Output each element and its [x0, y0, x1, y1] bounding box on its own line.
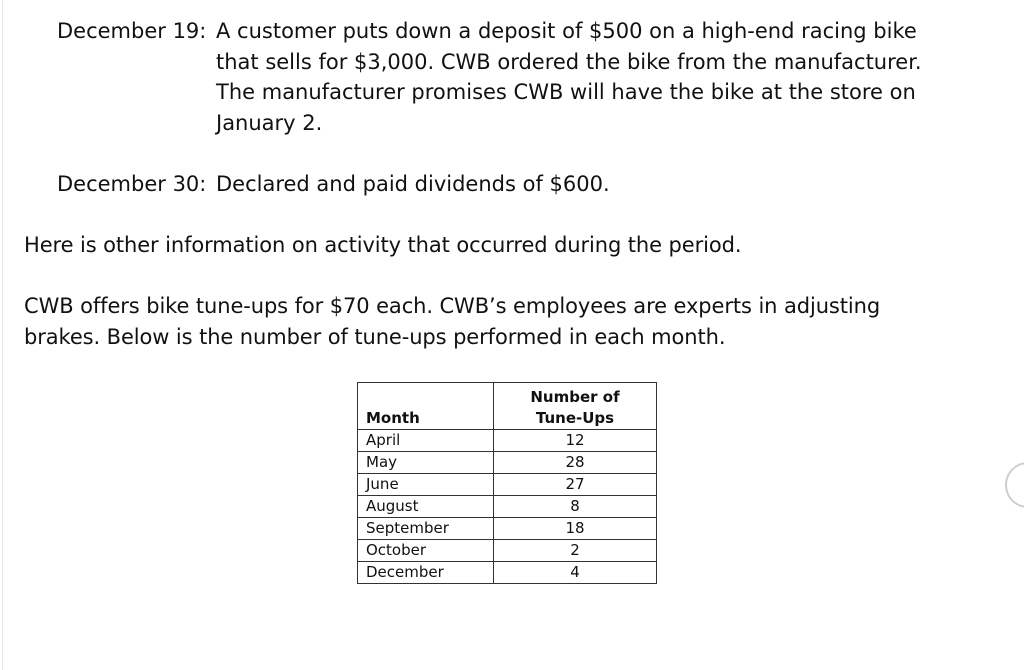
table-row: [358, 540, 657, 562]
cell-month: April: [358, 430, 494, 452]
paragraph-line: brakes. Below is the number of tune-ups performed in each month.: [24, 324, 726, 349]
paragraph-line: CWB offers bike tune-ups for $70 each. CWB’s employees are experts in adjusting: [24, 294, 881, 318]
entry-text-dec-30: [216, 169, 610, 200]
cell-month: June: [358, 474, 494, 496]
left-margin-rule: [2, 0, 3, 670]
entry-date-dec-30: December 30:: [57, 172, 207, 196]
entry-date-dec-19: December 19:: [57, 19, 207, 43]
cell-count: 28: [494, 452, 657, 474]
cell-month: September: [358, 518, 494, 540]
entry-line: A customer puts down a deposit of $500 on a high-end racing bike: [216, 19, 917, 43]
entry-line: January 2.: [216, 110, 323, 135]
table-row: [358, 474, 657, 496]
tuneups-paragraph: [24, 291, 880, 352]
tuneups-table: [357, 382, 657, 584]
header-number-of-tuneups: [494, 383, 657, 430]
header-month: Month: [358, 383, 494, 430]
table-row: [358, 496, 657, 518]
cell-count: 27: [494, 474, 657, 496]
cell-count: 8: [494, 496, 657, 518]
cell-month: August: [358, 496, 494, 518]
entry-line: The manufacturer promises CWB will have the bike at the store on: [216, 80, 916, 104]
table-row: [358, 518, 657, 540]
cell-count: 18: [494, 518, 657, 540]
cell-count: 4: [494, 562, 657, 584]
table-header-row: [358, 383, 657, 430]
cell-month: May: [358, 452, 494, 474]
table-row: [358, 562, 657, 584]
table-row: [358, 430, 657, 452]
other-info-text: Here is other information on activity that occurred during the period.: [24, 233, 742, 257]
cell-month: October: [358, 540, 494, 562]
cell-month: December: [358, 562, 494, 584]
entry-text-dec-19: [216, 16, 922, 138]
table-row: [358, 452, 657, 474]
header-count-line1: Number of: [530, 388, 620, 406]
entry-line: that sells for $3,000. CWB ordered the bike from the manufacturer.: [216, 49, 922, 74]
header-count-line2: Tune-Ups: [535, 409, 615, 427]
cell-count: 2: [494, 540, 657, 562]
cell-count: 12: [494, 430, 657, 452]
next-page-circle-button[interactable]: [1005, 462, 1024, 508]
entry-line: Declared and paid dividends of $600.: [216, 172, 610, 196]
